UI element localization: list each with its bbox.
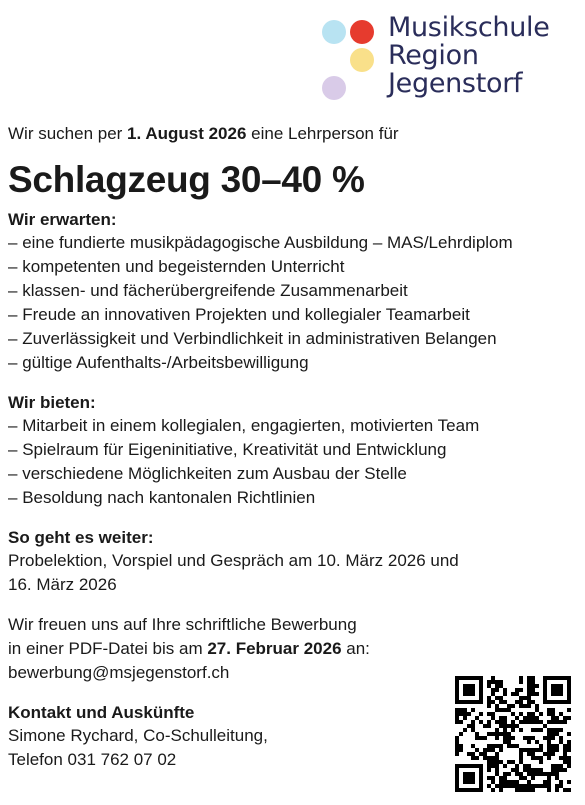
next-line-1: Probelektion, Vorspiel und Gespräch am 10. März 2026 und xyxy=(8,551,459,570)
expect-list xyxy=(8,231,578,375)
job-ad xyxy=(8,122,578,772)
qr-code-icon[interactable] xyxy=(455,676,571,792)
logo-line: Musikschule xyxy=(388,12,550,43)
list-item: – Spielraum für Eigeninitiative, Kreativität und Entwicklung xyxy=(8,438,578,462)
apply-line-2-prefix: in einer PDF-Datei bis am xyxy=(8,639,208,658)
logo-dot-blue xyxy=(322,20,346,44)
list-item: – eine fundierte musikpädagogische Ausbildung – MAS/Lehrdiplom xyxy=(8,231,578,255)
logo-dot-lilac xyxy=(322,76,346,100)
logo-dot-yellow xyxy=(350,48,374,72)
apply-line-1: Wir freuen uns auf Ihre schriftliche Bewerbung xyxy=(8,615,357,634)
expect-heading: Wir erwarten: xyxy=(8,210,117,229)
next-steps-heading: So geht es weiter: xyxy=(8,528,154,547)
apply-line-2-suffix: an: xyxy=(341,639,370,658)
list-item: – gültige Aufenthalts-/Arbeitsbewilligung xyxy=(8,351,578,375)
deadline: 27. Februar 2026 xyxy=(207,639,342,658)
school-logo xyxy=(320,14,580,104)
list-item: – Zuverlässigkeit und Verbindlichkeit in administrativen Belangen xyxy=(8,327,578,351)
logo-wordmark xyxy=(388,14,550,98)
list-item: – Besoldung nach kantonalen Richtlinien xyxy=(8,486,578,510)
intro-prefix: Wir suchen per xyxy=(8,124,128,143)
application-text xyxy=(8,613,578,685)
list-item: – Mitarbeit in einem kollegialen, engagierten, motivierten Team xyxy=(8,414,578,438)
logo-line: Region xyxy=(388,40,479,71)
list-item: – Freude an innovativen Projekten und kollegialer Teamarbeit xyxy=(8,303,578,327)
email-link[interactable]: bewerbung@msjegenstorf.ch xyxy=(8,663,230,682)
intro-suffix: eine Lehrperson für xyxy=(246,124,399,143)
logo-dot-red xyxy=(350,20,374,44)
logo-dots xyxy=(320,14,382,104)
next-steps-text xyxy=(8,549,578,597)
contact-phone: Telefon 031 762 07 02 xyxy=(8,750,177,769)
offer-heading: Wir bieten: xyxy=(8,393,96,412)
list-item: – verschiedene Möglichkeiten zum Ausbau der Stelle xyxy=(8,462,578,486)
contact-heading: Kontakt und Auskünfte xyxy=(8,703,195,722)
logo-line: Jegenstorf xyxy=(388,68,523,99)
job-title: Schlagzeug 30–40 % xyxy=(8,159,365,200)
intro-text xyxy=(8,122,578,146)
list-item: – kompetenten und begeisternden Unterricht xyxy=(8,255,578,279)
start-date: 1. August 2026 xyxy=(127,124,247,143)
offer-list xyxy=(8,414,578,510)
contact-line-1: Simone Rychard, Co-Schulleitung, xyxy=(8,726,268,745)
list-item: – klassen- und fächerübergreifende Zusammenarbeit xyxy=(8,279,578,303)
next-line-2: 16. März 2026 xyxy=(8,575,117,594)
